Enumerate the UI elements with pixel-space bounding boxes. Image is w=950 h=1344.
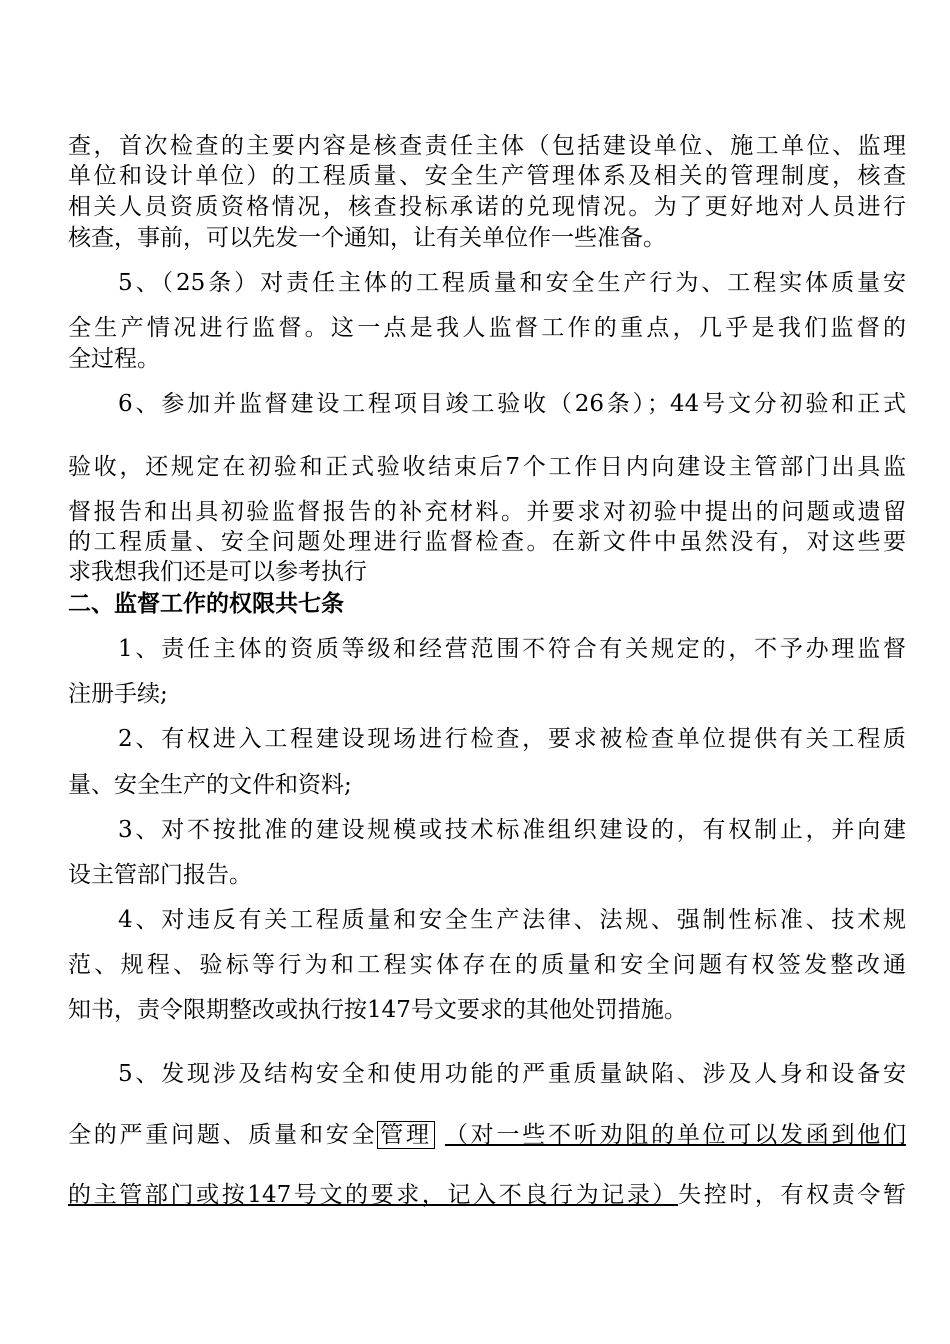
- boxed-term: 管理: [377, 1121, 435, 1149]
- paragraph-line: 5、（25条）对责任主体的工程质量和安全生产行为、工程实体质量安: [118, 270, 906, 296]
- paragraph-line: 3、对不按批准的建设规模或技术标准组织建设的，有权制止，并向建: [118, 817, 906, 843]
- paragraph-line: 核查，事前，可以先发一个通知，让有关单位作一些准备。: [68, 225, 666, 251]
- paragraph-text: 失控时，有权责令暂: [678, 1182, 907, 1208]
- paragraph-line: 单位和设计单位）的工程质量、安全生产管理体系及相关的管理制度，核查: [68, 163, 906, 189]
- underlined-comment: 的主管部门或按147号文的要求，记入不良行为记录）: [68, 1182, 679, 1208]
- paragraph-line: 全生产情况进行监督。这一点是我人监督工作的重点，几乎是我们监督的: [68, 315, 906, 341]
- paragraph-line: 验收，还规定在初验和正式验收结束后7个工作日内向建设主管部门出具监: [68, 454, 906, 480]
- paragraph-line: 设主管部门报告。: [68, 862, 252, 888]
- paragraph-line: 6、参加并监督建设工程项目竣工验收（26条）；44号文分初验和正式: [118, 391, 906, 417]
- paragraph-text: 全的严重问题、质量和安全: [68, 1122, 378, 1148]
- paragraph-line: 的工程质量、安全问题处理进行监督检查。在新文件中虽然没有，对这些要: [68, 529, 906, 555]
- paragraph-line: 量、安全生产的文件和资料;: [68, 772, 352, 798]
- paragraph-line: 注册手续;: [68, 681, 168, 707]
- paragraph-line: 2、有权进入工程建设现场进行检查，要求被检查单位提供有关工程质: [118, 726, 906, 752]
- paragraph-line: 知书，责令限期整改或执行按147号文要求的其他处罚措施。: [68, 997, 687, 1023]
- paragraph-line: 相关人员资质资格情况，核查投标承诺的兑现情况。为了更好地对人员进行: [68, 194, 906, 220]
- paragraph-line: 查，首次检查的主要内容是核查责任主体（包括建设单位、施工单位、监理: [68, 133, 906, 159]
- paragraph-line-mixed: [68, 1180, 906, 1210]
- paragraph-line: 全过程。: [68, 346, 160, 372]
- paragraph-line: 范、规程、验标等行为和工程实体存在的质量和安全问题有权签发整改通: [68, 952, 906, 978]
- paragraph-line: 求我想我们还是可以参考执行: [68, 559, 367, 585]
- paragraph-line: 1、责任主体的资质等级和经营范围不符合有关规定的，不予办理监督: [118, 636, 906, 662]
- paragraph-line: 督报告和出具初验监督报告的补充材料。并要求对初验中提出的问题或遗留: [68, 499, 906, 525]
- underlined-comment: （对一些不听劝阻的单位可以发函到他们: [444, 1122, 907, 1148]
- paragraph-line: 4、对违反有关工程质量和安全生产法律、法规、强制性标准、技术规: [118, 907, 906, 933]
- paragraph-line: 5、发现涉及结构安全和使用功能的严重质量缺陷、涉及人身和设备安: [118, 1061, 906, 1087]
- section-heading: 二、监督工作的权限共七条: [68, 591, 344, 617]
- paragraph-line-mixed: [68, 1120, 906, 1150]
